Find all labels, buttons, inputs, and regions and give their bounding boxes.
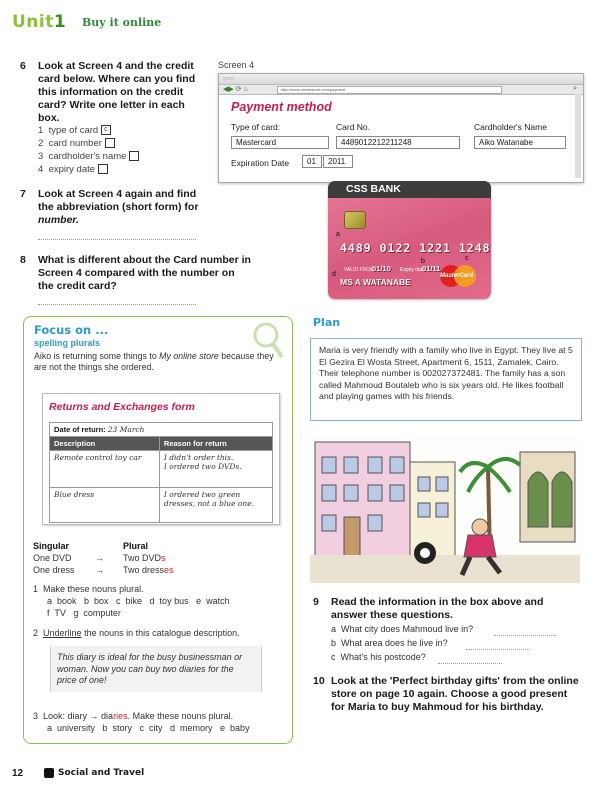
returns-form <box>42 393 280 525</box>
plural-1: Two DVDs <box>123 553 166 563</box>
q6-item-3: 3 cardholder's name <box>38 151 139 163</box>
expiry-label: Expiration Date <box>231 158 290 168</box>
card-type-field[interactable]: Mastercard <box>231 136 329 149</box>
date-row: Date of return: 23 March <box>50 423 273 437</box>
scrollbar[interactable] <box>575 94 581 178</box>
catalogue-text: This diary is ideal for the busy businessman or woman. Now you can buy two diaries for the price of one! <box>57 652 243 685</box>
question-10: 10 Look at the 'Perfect birthday gifts' from the online store on page 10 again. Choose a good present for Maria to buy Mahmoud for his birthday. <box>313 675 579 713</box>
credit-card <box>328 181 491 299</box>
answer-line[interactable] <box>38 303 196 305</box>
expiry-month-field[interactable]: 01 <box>302 155 322 168</box>
plan-text: Maria is very friendly with a family who live in Egypt. They live at 5 El Gezira El Wosta Street, Apartment 6, 1511, Zamalek, Cairo. Their telephone number is 002027372481. The family has a son called Mahmoud Boutaleb who is six years old. He likes football and playing games with his friends. <box>319 345 573 401</box>
expiry-label: Expiry date <box>400 267 426 273</box>
answer-box[interactable]: c <box>101 125 111 135</box>
singular-heading: Singular <box>33 541 70 551</box>
table-row: Remote control toy car I didn't order this. I ordered two DVDs. <box>50 451 273 488</box>
plural-2: Two dresses <box>123 565 174 575</box>
expiry-date: 01/11 <box>422 264 441 273</box>
page-number: 12 <box>12 768 24 779</box>
answer-line[interactable] <box>466 648 530 650</box>
bank-name: CSS BANK <box>346 183 401 195</box>
question-6 <box>20 60 208 125</box>
label-b: b <box>421 258 425 265</box>
exercise-3: 3 Look: diary → diaries. Make these nouns plural. <box>33 711 234 721</box>
catalogue-box <box>50 646 262 692</box>
nav-bar <box>219 85 583 95</box>
exercise-1: 1 Make these nouns plural. <box>33 584 144 594</box>
type-label: Type of card: <box>231 122 281 132</box>
plan-title: Plan <box>313 316 341 329</box>
book-logo-icon <box>44 768 54 778</box>
col-reason: Reason for return <box>159 437 272 451</box>
singular-2: One dress <box>33 565 75 575</box>
payment-title: Payment method <box>231 100 332 114</box>
holder-label: Cardholder's Name <box>474 122 547 132</box>
card-brand: MasterCard <box>440 273 474 279</box>
chip-icon <box>344 211 366 229</box>
q6-item-1: 1 type of card c <box>38 125 111 137</box>
answer-box[interactable] <box>98 164 108 174</box>
singular-1: One DVD <box>33 553 72 563</box>
focus-title: Focus on ... <box>34 323 109 337</box>
arrow-icon: → <box>95 565 104 575</box>
valid-from: 01/10 <box>372 264 391 273</box>
cardno-label: Card No. <box>336 122 371 132</box>
exercise-1-words: a book b box c bike d toy bus e watch <box>47 596 230 606</box>
card-holder-name: MS A WATANABE <box>340 277 411 287</box>
url-bar[interactable]: http://www.onlinestore.com/payment <box>277 86 502 94</box>
exercise-1-words-2: f TV g computer <box>47 608 121 618</box>
answer-box[interactable] <box>105 138 115 148</box>
question-7: 7 Look at Screen 4 again and find the abbreviation (short form) for number. <box>20 188 199 226</box>
screen-caption: Screen 4 <box>218 60 255 70</box>
unit-title: Buy it online <box>82 16 162 29</box>
exercise-3-words: a university b story c city d memory e baby <box>47 723 250 733</box>
answer-line[interactable] <box>438 662 502 664</box>
question-8: 8 What is different about the Card number in Screen 4 compared with the number on the credit card? <box>20 254 251 292</box>
plural-heading: Plural <box>123 541 149 551</box>
label-d: d <box>332 271 336 278</box>
form-title: Returns and Exchanges form <box>49 401 195 413</box>
cardholder-field[interactable]: Aiko Watanabe <box>474 136 566 149</box>
title-bar <box>219 74 583 85</box>
q9-item-c: c What's his postcode? <box>331 652 426 662</box>
search-icon[interactable]: ⌕ <box>573 85 577 92</box>
answer-box[interactable] <box>129 151 139 161</box>
valid-label: VALID FROM <box>344 267 375 273</box>
q6-item-2: 2 card number <box>38 138 115 150</box>
focus-subtitle: spelling plurals <box>34 338 101 348</box>
card-number: 4489 0122 1221 1248 <box>340 241 491 255</box>
label-c: c <box>465 255 469 262</box>
question-text: Look at Screen 4 and the credit card below. Where can you find this information on the credit card? Write one letter in each box. <box>38 60 196 124</box>
street-illustration <box>310 437 580 583</box>
unit-label: Unit1 <box>12 12 67 32</box>
plan-box <box>310 338 582 421</box>
expiry-year-field[interactable]: 2011 <box>323 155 353 168</box>
window-controls-icon[interactable]: ○○○ <box>223 76 234 82</box>
magnifier-icon <box>252 319 288 363</box>
boy-playing-football-image <box>310 437 580 583</box>
back-forward-icon[interactable]: ◀▶ ⟳ ⌂ <box>223 86 248 93</box>
footer-brand: Social and Travel <box>58 768 145 778</box>
q6-item-4: 4 expiry date <box>38 164 108 176</box>
answer-line[interactable] <box>38 238 196 240</box>
answer-line[interactable] <box>494 634 556 636</box>
label-a: a <box>336 231 340 238</box>
focus-intro: Aiko is returning some things to My online store because they are not the things she ordered. <box>34 351 274 372</box>
browser-window <box>218 73 584 183</box>
col-description: Description <box>50 437 160 451</box>
table-row: Blue dress I ordered two green dresses, not a blue one. <box>50 488 273 523</box>
q9-item-b: b What area does he live in? <box>331 638 448 648</box>
question-number: 6 <box>20 60 26 72</box>
arrow-icon: → <box>95 553 104 563</box>
q9-item-a: a What city does Mahmoud live in? <box>331 624 474 634</box>
returns-table <box>49 422 273 523</box>
card-number-field[interactable]: 4489012212211248 <box>336 136 460 149</box>
exercise-2: 2 Underline the nouns in this catalogue description. <box>33 628 240 638</box>
question-9: 9 Read the information in the box above and answer these questions. <box>313 596 544 621</box>
